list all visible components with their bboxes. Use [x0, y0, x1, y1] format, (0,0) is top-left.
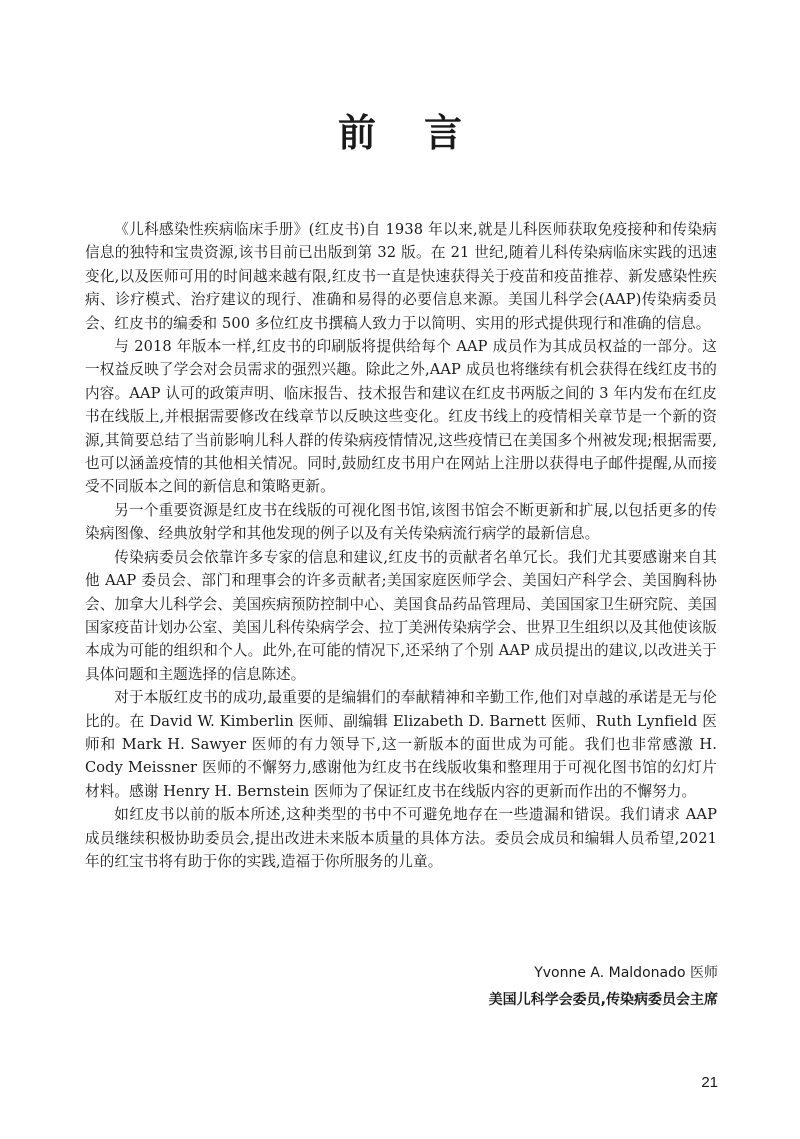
signature-role: 美国儿科学会委员,传染病委员会主席	[488, 992, 718, 1008]
preface-body	[85, 218, 717, 873]
signature-name: Yvonne A. Maldonado 医师	[534, 965, 718, 981]
paragraph: 另一个重要资源是红皮书在线版的可视化图书馆,该图书馆会不断更新和扩展,以包括更多的传染病图像、经典放射学和其他发现的例子以及有关传染病流行病学的最新信息。	[85, 501, 717, 543]
page-number: 21	[701, 1074, 718, 1091]
paragraph: 传染病委员会依靠许多专家的信息和建议,红皮书的贡献者名单冗长。我们尤其要感谢来自其他 AAP 委员会、部门和理事会的许多贡献者;美国家庭医师学会、美国妇产科学会、美国胸科协会、加拿大儿科学会、美国疾病预防控制中心、美国食品药品管理局、美国国家卫生研究院、美国国家疫苗计划办公室、美国儿科传染病学会、拉丁美洲传染病学会、世界卫生组织以及其他使该版本成为可能的组织和个人。此外,在可能的情况下,还采纳了个别 AAP 成员提出的建议,以改进关于具体问题和主题选择的信息陈述。	[85, 548, 717, 683]
paragraph: 《儿科感染性疾病临床手册》(红皮书)自 1938 年以来,就是儿科医师获取免疫接种和传染病信息的独特和宝贵资源,该书目前已出版到第 32 版。在 21 世纪,随着儿科传染病临床实践的迅速变化,以及医师可用的时间越来越有限,红皮书一直是快速获得关于疫苗和疫苗推荐、新发感染性疾病、诊疗模式、治疗建议的现行、准确和易得的必要信息来源。美国儿科学会(AAP)传染病委员会、红皮书的编委和 500 多位红皮书撰稿人致力于以简明、实用的形式提供现行和准确的信息。	[85, 221, 717, 332]
page-title: 前言	[337, 111, 510, 155]
paragraph: 如红皮书以前的版本所述,这种类型的书中不可避免地存在一些遗漏和错误。我们请求 AAP 成员继续积极协助委员会,提出改进未来版本质量的具体方法。委员会成员和编辑人员希望,2021 年的红宝书将有助于你的实践,造福于你所服务的儿童。	[85, 806, 717, 870]
paragraph: 对于本版红皮书的成功,最重要的是编辑们的奉献精神和辛勤工作,他们对卓越的承诺是无与伦比的。在 David W. Kimberlin 医师、副编辑 Elizabeth D. Barnett 医师、Ruth Lynfield 医师和 Mark H. Sawyer 医师的有力领导下,这一新版本的面世成为可能。我们也非常感激 H. Cody Meissner 医师的不懈努力,感谢他为红皮书在线版收集和整理用于可视化图书馆的幻灯片材料。感谢 Henry H. Bernstein 医师为了保证红皮书在线版内容的更新而作出的不懈努力。	[85, 689, 717, 800]
paragraph: 与 2018 年版本一样,红皮书的印刷版将提供给每个 AAP 成员作为其成员权益的一部分。这一权益反映了学会对会员需求的强烈兴趣。除此之外,AAP 成员也将继续有机会获得在线红皮书的内容。AAP 认可的政策声明、临床报告、技术报告和建议在红皮书两版之间的 3 年内发布在红皮书在线版上,并根据需要修改在线章节以反映这些变化。红皮书线上的疫情相关章节是一个新的资源,其简要总结了当前影响儿科人群的传染病疫情情况,这些疫情已在美国多个州被发现;根据需要,也可以涵盖疫情的其他相关情况。同时,鼓励红皮书用户在网站上注册以获得电子邮件提醒,从而接受不同版本之间的新信息和策略更新。	[85, 338, 717, 496]
signature-block	[489, 960, 718, 1014]
